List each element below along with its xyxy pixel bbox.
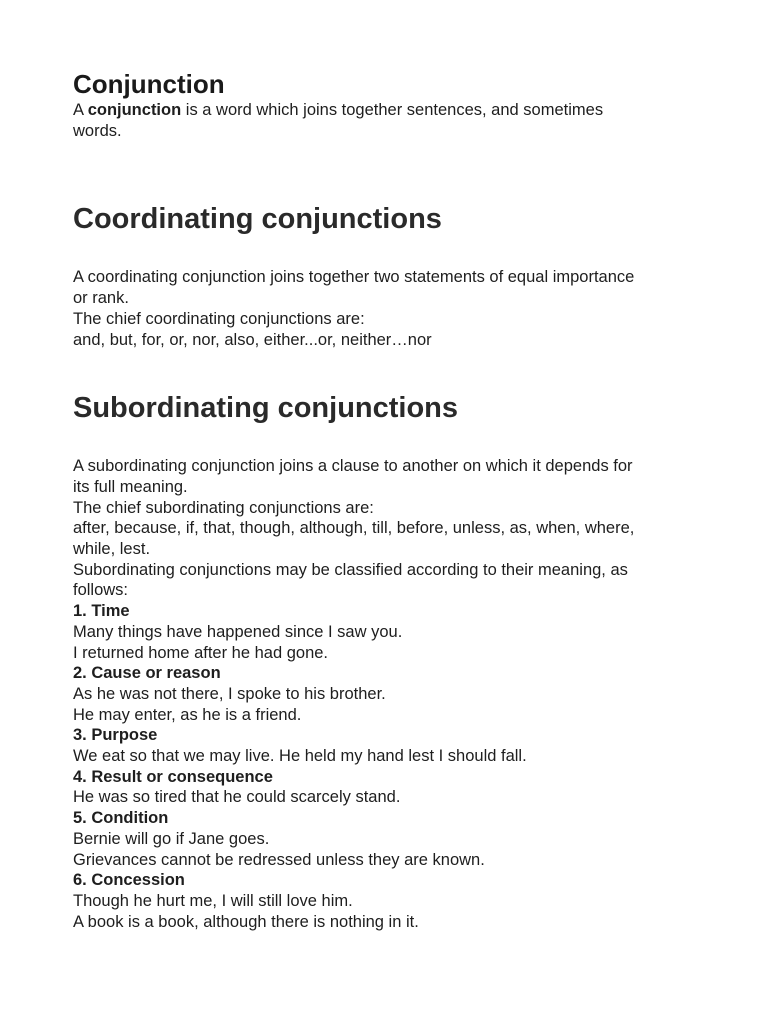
document-page xyxy=(73,68,703,932)
example-line: Though he hurt me, I will still love him. xyxy=(73,891,353,910)
example-line: Many things have happened since I saw you. xyxy=(73,622,403,641)
category-label-cause: 2. Cause or reason xyxy=(73,664,221,683)
subordinating-heading: Subordinating conjunctions xyxy=(73,392,459,425)
subordinating-intro-line: while, lest. xyxy=(73,540,151,559)
subordinating-intro-line: after, because, if, that, though, although, till, before, unless, as, when, where, xyxy=(73,519,635,538)
example-line: He was so tired that he could scarcely stand. xyxy=(73,788,401,807)
example-line: He may enter, as he is a friend. xyxy=(73,705,302,724)
subordinating-intro-line: Subordinating conjunctions may be classified according to their meaning, as xyxy=(73,560,628,579)
category-label-result: 4. Result or consequence xyxy=(73,767,273,786)
coordinating-line: and, but, for, or, nor, also, either...or, neither…nor xyxy=(73,330,432,349)
coordinating-line: A coordinating conjunction joins together two statements of equal importance xyxy=(73,268,635,287)
category-label-time: 1. Time xyxy=(73,602,130,621)
intro-prefix: A xyxy=(73,101,88,119)
intro-paragraph xyxy=(73,100,703,141)
subordinating-intro-line: A subordinating conjunction joins a clause to another on which it depends for xyxy=(73,457,633,476)
example-line: We eat so that we may live. He held my hand lest I should fall. xyxy=(73,747,527,766)
category-label-condition: 5. Condition xyxy=(73,809,169,828)
coordinating-body xyxy=(73,267,703,350)
subordinating-intro-line: The chief subordinating conjunctions are: xyxy=(73,498,374,517)
example-line: Grievances cannot be redressed unless they are known. xyxy=(73,850,485,869)
coordinating-line: or rank. xyxy=(73,289,129,308)
category-label-purpose: 3. Purpose xyxy=(73,726,158,745)
subordinating-body xyxy=(73,456,703,932)
coordinating-line: The chief coordinating conjunctions are: xyxy=(73,309,365,328)
intro-rest: is a word which joins together sentences, and sometimes xyxy=(181,101,604,119)
example-line: Bernie will go if Jane goes. xyxy=(73,829,270,848)
page-title: Conjunction xyxy=(73,69,225,99)
category-label-concession: 6. Concession xyxy=(73,871,185,890)
example-line: As he was not there, I spoke to his brother. xyxy=(73,684,386,703)
intro-line-1 xyxy=(73,100,703,121)
subordinating-intro-line: follows: xyxy=(73,581,129,600)
subordinating-intro-line: its full meaning. xyxy=(73,477,188,496)
example-line: A book is a book, although there is nothing in it. xyxy=(73,912,419,931)
intro-line-2: words. xyxy=(73,121,122,140)
intro-term: conjunction xyxy=(87,101,182,119)
coordinating-heading: Coordinating conjunctions xyxy=(73,203,442,236)
example-line: I returned home after he had gone. xyxy=(73,643,329,662)
